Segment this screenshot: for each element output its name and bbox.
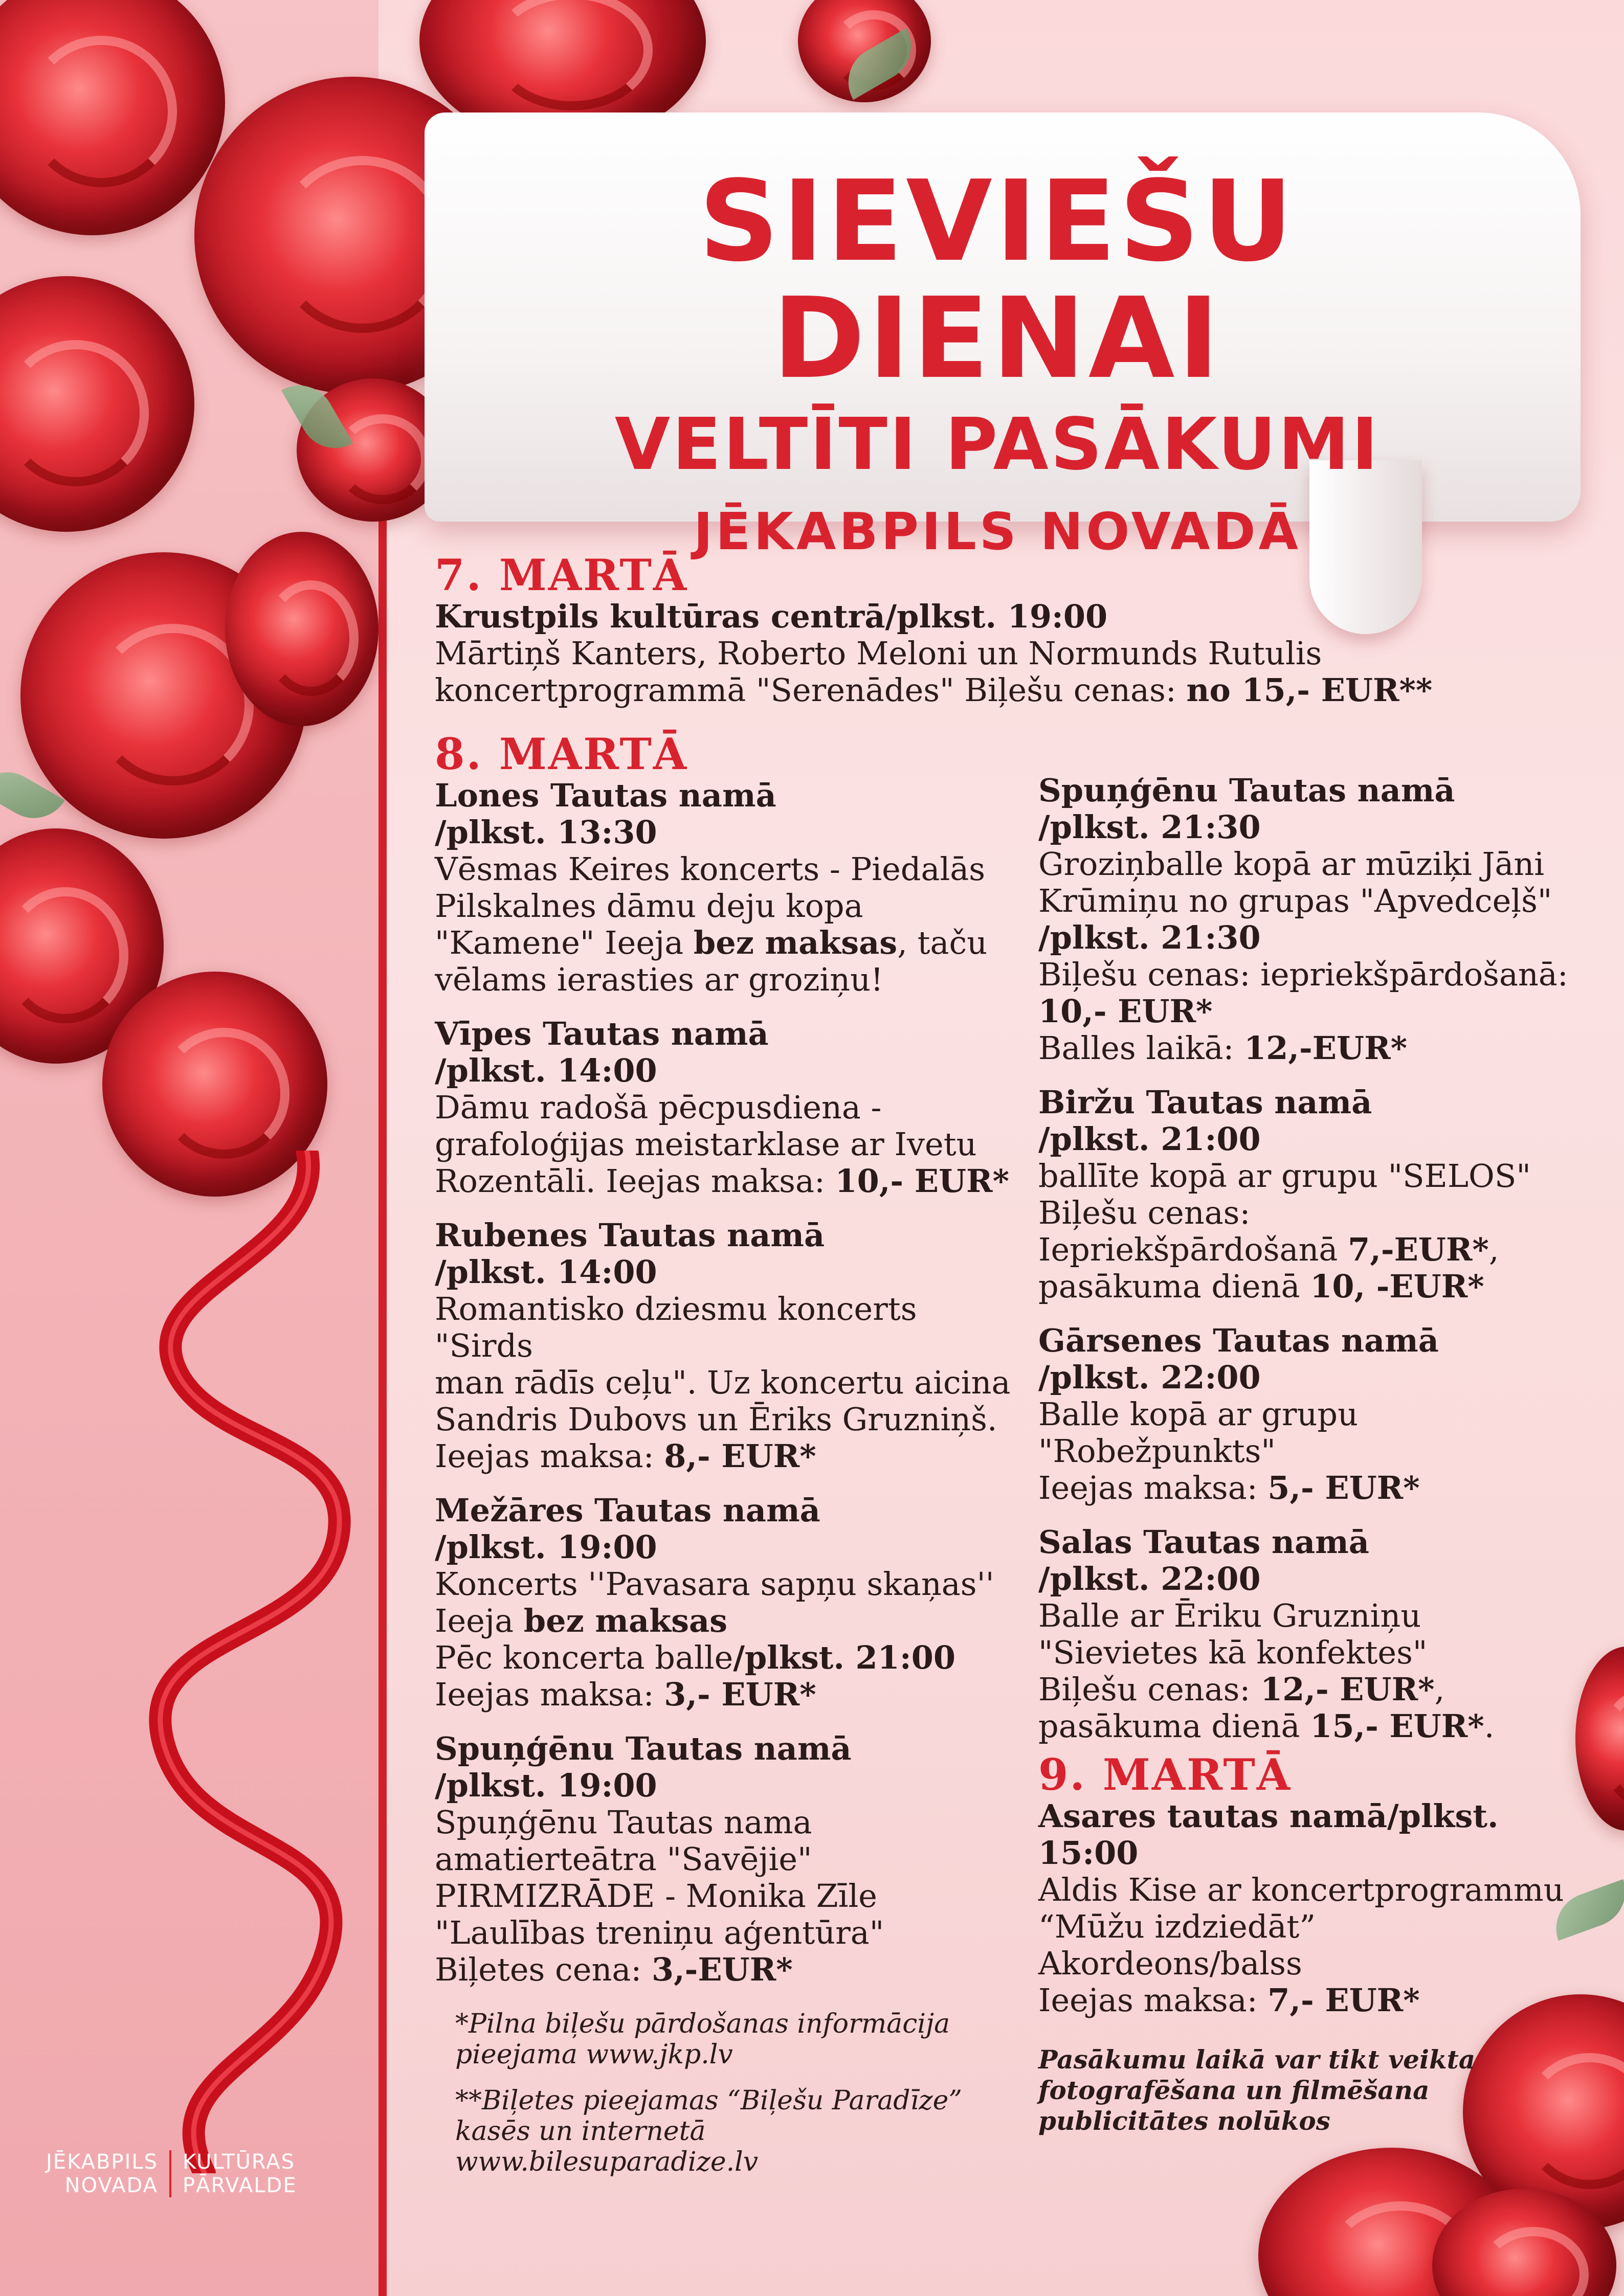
- event-time: /plkst. 14:00: [435, 1253, 657, 1291]
- event-line: [1038, 1268, 1591, 1305]
- event-price: no 15,- EUR**: [1186, 671, 1433, 709]
- event-line: "Robežpunkts": [1038, 1432, 1276, 1470]
- event-price: 10,- EUR*: [835, 1162, 1010, 1200]
- ticket-notes: [435, 2009, 1023, 2177]
- event-venue: Asares tautas namā/plkst. 15:00: [1038, 1797, 1499, 1872]
- event-venue: Mežāres Tautas namā: [435, 1492, 820, 1529]
- day-7-section: [435, 552, 1560, 709]
- event-line: Pilskalnes dāmu deju kopa: [435, 887, 863, 925]
- event-line: [1038, 1708, 1591, 1745]
- photo-notice: [1038, 2044, 1591, 2136]
- event-time: /plkst. 22:00: [1038, 1560, 1261, 1597]
- day-8-left-column: [435, 731, 1023, 2177]
- event-venue: Lones Tautas namā: [435, 777, 776, 814]
- rose-icon: [225, 532, 379, 726]
- note-line: Pasākumu laikā var tikt veikta: [1038, 2044, 1476, 2075]
- event-text: Ieejas maksa:: [1038, 1469, 1268, 1506]
- event-line: Biļešu cenas: iepriekšpārdošanā:: [1038, 956, 1568, 993]
- event-text: Balles laikā:: [1038, 1029, 1244, 1067]
- event-item: [435, 1016, 1023, 1200]
- event-text: Biļešu cenas:: [1038, 1671, 1261, 1708]
- event-item: [1038, 1322, 1591, 1506]
- event-line: [435, 1163, 1023, 1200]
- note-line: publicitātes nolūkos: [1038, 2106, 1330, 2136]
- event-line: Biļešu cenas:: [1038, 1194, 1251, 1231]
- note-line: kasēs un internetā: [455, 2116, 706, 2147]
- note-line: pieejama www.jkp.lv: [455, 2039, 733, 2070]
- event-line: [1038, 1030, 1591, 1067]
- event-venue: Gārsenes Tautas namā: [1038, 1322, 1439, 1359]
- event-line: Balle kopā ar grupu: [1038, 1395, 1359, 1433]
- red-divider-line: [379, 516, 387, 2296]
- event-line: Akordeons/balss: [1038, 1945, 1302, 1982]
- event-price: 10,- EUR*: [1038, 993, 1213, 1030]
- event-line: [435, 672, 1560, 709]
- event-text: Iepriekšpārdošanā: [1038, 1231, 1348, 1268]
- event-line: [1038, 1982, 1591, 2019]
- event-line: "Laulības treniņu aģentūra": [435, 1914, 884, 1951]
- event-line: PIRMIZRĀDE - Monika Zīle: [435, 1877, 877, 1915]
- event-venue: Krustpils kultūras centrā/plkst. 19:00: [435, 598, 1108, 635]
- event-line: [435, 1639, 1023, 1676]
- event-price: 8,- EUR*: [664, 1437, 816, 1475]
- event-text: Ieejas maksa:: [1038, 1982, 1268, 2019]
- event-item: [435, 1217, 1023, 1475]
- event-line: [435, 1676, 1023, 1713]
- event-text: "Kamene" Ieeja: [435, 924, 694, 961]
- day-heading: 9. MARTĀ: [1038, 1749, 1292, 1800]
- event-price: 12,-EUR*: [1244, 1029, 1408, 1067]
- page-subtitle: VELTĪTI PASĀKUMI: [614, 402, 1381, 486]
- event-text: Pēc koncerta balle: [435, 1639, 733, 1676]
- event-line: [1038, 1671, 1591, 1708]
- event-venue: Rubenes Tautas namā: [435, 1217, 825, 1254]
- event-line: [435, 925, 1023, 961]
- event-time: /plkst. 21:00: [1038, 1120, 1261, 1158]
- event-price: 15,- EUR*: [1310, 1707, 1484, 1745]
- event-line: Dāmu radošā pēcpusdiena -: [435, 1089, 882, 1126]
- event-venue: Spuņģēnu Tautas namā: [435, 1730, 852, 1767]
- page-title: SIEVIEŠU DIENAI: [699, 157, 1296, 403]
- event-line: [435, 1438, 1023, 1475]
- event-line: Mārtiņš Kanters, Roberto Meloni un Normunds Rutulis: [435, 635, 1322, 672]
- event-venue: Spuņģēnu Tautas namā: [1038, 772, 1455, 809]
- event-venue: Biržu Tautas namā: [1038, 1084, 1372, 1121]
- day-heading: 8. MARTĀ: [435, 729, 688, 779]
- event-item: [435, 777, 1023, 998]
- event-time: /plkst. 22:00: [1038, 1359, 1261, 1396]
- logo-left: [46, 2150, 158, 2197]
- event-line: amatierteātra "Savējie": [435, 1840, 812, 1878]
- event-text: Biļetes cena:: [435, 1951, 652, 1988]
- event-item: [1038, 1524, 1591, 1745]
- event-time: /plkst. 19:00: [435, 1767, 657, 1804]
- event-line: Koncerts ''Pavasara sapņu skaņas'': [435, 1565, 994, 1603]
- event-line: Vēsmas Keires koncerts - Piedalās: [435, 850, 986, 888]
- event-line: [435, 1603, 1023, 1639]
- ribbon-icon: [113, 1151, 379, 2173]
- logo-right: [183, 2150, 297, 2197]
- page-subtitle-region: JĒKABPILS NOVADĀ: [693, 501, 1302, 561]
- event-line: Sandris Dubovs un Ēriks Gruzniņš.: [435, 1401, 997, 1438]
- event-line: "Sievietes kā konfektes": [1038, 1634, 1428, 1671]
- event-price: 3,- EUR*: [664, 1676, 816, 1713]
- organizer-logo: [46, 2150, 297, 2197]
- event-text: Ieejas maksa:: [435, 1437, 664, 1475]
- event-line: ballīte kopā ar grupu "SELOS": [1038, 1157, 1531, 1195]
- logo-divider: [169, 2150, 171, 2197]
- event-line: Balle ar Ēriku Gruzniņu: [1038, 1597, 1421, 1634]
- note-line: fotografēšana un filmēšana: [1038, 2075, 1430, 2105]
- note-line: www.bilesuparadize.lv: [455, 2147, 759, 2177]
- event-line: vēlams ierasties ar groziņu!: [435, 961, 883, 998]
- event-item: [435, 1730, 1023, 1988]
- event-price: 10, -EUR*: [1310, 1268, 1484, 1305]
- event-price: 5,- EUR*: [1267, 1469, 1420, 1506]
- event-time: /plkst. 21:00: [733, 1639, 955, 1676]
- event-text: Rozentāli. Ieejas maksa:: [435, 1162, 835, 1200]
- event-text: ,: [1488, 1231, 1499, 1268]
- event-item: [1038, 1084, 1591, 1305]
- logo-text: JĒKABPILS: [46, 2150, 158, 2174]
- event-line: Aldis Kise ar koncertprogrammu: [1038, 1871, 1564, 1908]
- day-heading: 7. MARTĀ: [435, 550, 688, 600]
- note-line: *Pilna biļešu pārdošanas informācija: [455, 2009, 950, 2039]
- event-line: man rādīs ceļu". Uz koncertu aicina: [435, 1364, 1011, 1401]
- event-text: koncertprogrammā "Serenādes" Biļešu cenas:: [435, 671, 1187, 709]
- event-text: Ieejas maksa:: [435, 1676, 664, 1713]
- event-item: [435, 1492, 1023, 1713]
- event-text: pasākuma dienā: [1038, 1268, 1310, 1305]
- event-line: [1038, 1470, 1591, 1506]
- event-line: Romantisko dziesmu koncerts "Sirds: [435, 1290, 917, 1364]
- event-price: 12,- EUR*: [1260, 1671, 1435, 1708]
- event-time: /plkst. 21:30: [1038, 919, 1261, 956]
- event-line: “Mūžu izdziedāt”: [1038, 1908, 1316, 1945]
- event-line: Krūmiņu no grupas "Apvedceļš": [1038, 882, 1552, 919]
- event-price: 7,- EUR*: [1267, 1982, 1420, 2019]
- event-text: , taču: [897, 924, 988, 961]
- event-line: [1038, 1231, 1591, 1268]
- event-price: 3,-EUR*: [651, 1951, 793, 1988]
- day-9-section: [1038, 1749, 1591, 2019]
- event-price: bez maksas: [523, 1602, 728, 1639]
- logo-text: KULTŪRAS: [183, 2150, 295, 2174]
- title-block: [460, 157, 1534, 561]
- day-8-right-column: [1038, 772, 1591, 2136]
- event-line: [435, 1951, 1023, 1988]
- event-text: ,: [1434, 1671, 1445, 1708]
- event-text: Ieeja: [435, 1602, 524, 1639]
- event-line: Groziņballe kopā ar mūziķi Jāni: [1038, 845, 1545, 883]
- logo-text: PĀRVALDE: [183, 2174, 297, 2197]
- event-price: bez maksas: [693, 924, 898, 961]
- event-text: .: [1484, 1707, 1495, 1745]
- event-time: /plkst. 14:00: [435, 1052, 657, 1089]
- note-line: **Biļetes pieejamas “Biļešu Paradīze”: [455, 2085, 962, 2116]
- event-time: /plkst. 13:30: [435, 814, 657, 851]
- event-item: [1038, 772, 1591, 1067]
- event-line: grafoloģijas meistarklase ar Ivetu: [435, 1126, 977, 1163]
- event-line: Spuņģēnu Tautas nama: [435, 1804, 812, 1841]
- event-venue: Vīpes Tautas namā: [435, 1015, 769, 1052]
- event-time: /plkst. 19:00: [435, 1528, 657, 1566]
- event-time: /plkst. 21:30: [1038, 808, 1261, 846]
- event-price: 7,-EUR*: [1348, 1231, 1489, 1268]
- event-text: pasākuma dienā: [1038, 1707, 1310, 1745]
- event-venue: Salas Tautas namā: [1038, 1523, 1369, 1561]
- logo-text: NOVADA: [64, 2174, 158, 2197]
